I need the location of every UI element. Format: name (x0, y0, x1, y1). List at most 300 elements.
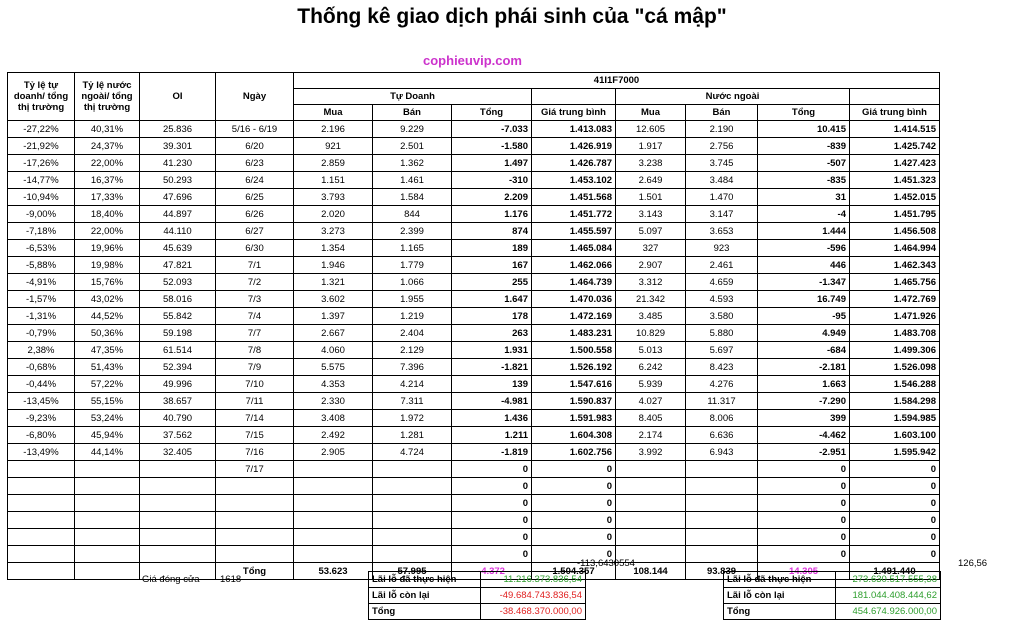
table-cell: 4.949 (758, 325, 850, 342)
table-cell: 4.060 (294, 342, 373, 359)
summary-row (369, 572, 586, 588)
table-cell: 4.724 (373, 444, 452, 461)
table-cell: 1.779 (373, 257, 452, 274)
table-cell: 6/20 (216, 138, 294, 155)
summary-label: Lãi lỗ đã thực hiện (369, 572, 481, 588)
table-cell: 5.697 (686, 342, 758, 359)
table-cell: 1.464.739 (532, 274, 616, 291)
table-cell: 16.749 (758, 291, 850, 308)
table-cell: -4.981 (452, 393, 532, 410)
table-cell: 6/23 (216, 155, 294, 172)
table-cell: 1.590.837 (532, 393, 616, 410)
table-cell: 44.897 (140, 206, 216, 223)
table-cell: -2.181 (758, 359, 850, 376)
table-cell: 2.190 (686, 121, 758, 138)
summary-row (724, 588, 941, 604)
table-cell: 7/10 (216, 376, 294, 393)
table-cell: 1.354 (294, 240, 373, 257)
table-cell: 7/15 (216, 427, 294, 444)
table-cell: 2.905 (294, 444, 373, 461)
table-cell: 2.209 (452, 189, 532, 206)
table-cell: -2.951 (758, 444, 850, 461)
table-cell: 3.238 (616, 155, 686, 172)
table-cell: -9,00% (8, 206, 75, 223)
table-cell: 2.404 (373, 325, 452, 342)
table-cell (373, 495, 452, 512)
table-body (8, 121, 940, 580)
table-cell: 0 (532, 461, 616, 478)
table-row (8, 393, 940, 410)
table-cell: 50.293 (140, 172, 216, 189)
table-cell: 7/2 (216, 274, 294, 291)
table-cell: 1.444 (758, 223, 850, 240)
table-cell: 3.485 (616, 308, 686, 325)
table-cell: 15,76% (75, 274, 140, 291)
table-cell: 1.451.568 (532, 189, 616, 206)
table-cell: 2.020 (294, 206, 373, 223)
table-cell: 3.602 (294, 291, 373, 308)
table-cell: 1.066 (373, 274, 452, 291)
summary-label: Lãi lỗ còn lại (369, 588, 481, 604)
table-cell: 6.943 (686, 444, 758, 461)
table-cell: -1.580 (452, 138, 532, 155)
table-cell: 6/27 (216, 223, 294, 240)
site-link[interactable]: cophieuvip.com (423, 53, 522, 68)
table-cell: 327 (616, 240, 686, 257)
table-cell: 17,33% (75, 189, 140, 206)
table-cell (140, 546, 216, 563)
table-cell: 53,24% (75, 410, 140, 427)
table-cell: 1.595.942 (850, 444, 940, 461)
table-cell (216, 546, 294, 563)
table-cell (75, 563, 140, 580)
summary-value: 273.630.517.555,38 (836, 572, 941, 588)
table-cell: 1.425.742 (850, 138, 940, 155)
table-cell (373, 512, 452, 529)
table-cell: 2.667 (294, 325, 373, 342)
table-cell: -95 (758, 308, 850, 325)
table-cell: 8.405 (616, 410, 686, 427)
table-cell: 55.842 (140, 308, 216, 325)
table-cell: 7/14 (216, 410, 294, 427)
table-cell: 1.547.616 (532, 376, 616, 393)
summary-row (369, 588, 586, 604)
table-cell: 31 (758, 189, 850, 206)
table-cell: 1.526.192 (532, 359, 616, 376)
table-cell: 1.451.323 (850, 172, 940, 189)
table-cell: 3.653 (686, 223, 758, 240)
table-cell: -0,68% (8, 359, 75, 376)
closing-price-label: Giá đóng cửa (142, 574, 200, 585)
table-cell: 1.427.423 (850, 155, 940, 172)
table-cell: 8.006 (686, 410, 758, 427)
table-cell: 1.472.169 (532, 308, 616, 325)
table-cell: 1.526.098 (850, 359, 940, 376)
table-cell (294, 478, 373, 495)
table-cell: 6/30 (216, 240, 294, 257)
table-cell: Tổng (216, 563, 294, 580)
table-cell (8, 478, 75, 495)
table-cell (75, 495, 140, 512)
table-cell: 3.992 (616, 444, 686, 461)
table-cell: 1.151 (294, 172, 373, 189)
table-cell: 8.423 (686, 359, 758, 376)
table-cell (216, 512, 294, 529)
table-cell: 1.465.084 (532, 240, 616, 257)
table-cell: 6/24 (216, 172, 294, 189)
table-cell: 32.405 (140, 444, 216, 461)
table-cell: 1.426.787 (532, 155, 616, 172)
table-cell (8, 529, 75, 546)
table-cell: -4.372 (452, 563, 532, 580)
table-row (8, 461, 940, 478)
table-cell: 5.097 (616, 223, 686, 240)
summary-row (724, 604, 941, 620)
table-cell: 3.484 (686, 172, 758, 189)
table-cell: 7.311 (373, 393, 452, 410)
table-cell: 40,31% (75, 121, 140, 138)
table-cell: 0 (758, 478, 850, 495)
table-cell: 1.604.308 (532, 427, 616, 444)
table-cell: 22,00% (75, 223, 140, 240)
table-cell: 5.575 (294, 359, 373, 376)
summary-value: 181.044.408.444,62 (836, 588, 941, 604)
summary-label: Tổng (369, 604, 481, 620)
table-cell: 1.647 (452, 291, 532, 308)
table-cell: 167 (452, 257, 532, 274)
table-row (8, 291, 940, 308)
table-cell: 47,35% (75, 342, 140, 359)
table-cell: -507 (758, 155, 850, 172)
table-cell: 10.829 (616, 325, 686, 342)
table-cell (373, 478, 452, 495)
summary-row (724, 572, 941, 588)
table-cell: 1.211 (452, 427, 532, 444)
tu-doanh-pnl-summary (368, 571, 586, 620)
table-row (8, 325, 940, 342)
table-row (8, 138, 940, 155)
table-cell: 1.471.926 (850, 308, 940, 325)
table-cell: 2.649 (616, 172, 686, 189)
table-cell: 37.562 (140, 427, 216, 444)
header-oi: OI (140, 73, 216, 121)
table-cell: 14.305 (758, 563, 850, 580)
table-cell: 3.580 (686, 308, 758, 325)
table-cell: 5/16 - 6/19 (216, 121, 294, 138)
table-cell: 1.321 (294, 274, 373, 291)
table-cell: 51,43% (75, 359, 140, 376)
table-cell: 1.451.772 (532, 206, 616, 223)
table-cell: -13,49% (8, 444, 75, 461)
table-cell: 1.483.708 (850, 325, 940, 342)
table-cell: 0 (758, 495, 850, 512)
table-cell (616, 495, 686, 512)
table-cell: 1.504.357 (532, 563, 616, 580)
table-cell: 6.242 (616, 359, 686, 376)
table-cell: 7/7 (216, 325, 294, 342)
page-title: Thống kê giao dịch phái sinh của "cá mập" (297, 5, 727, 28)
table-cell (294, 495, 373, 512)
table-cell (140, 529, 216, 546)
closing-price-value: 1618 (220, 574, 242, 585)
table-cell: -1.821 (452, 359, 532, 376)
table-cell: 4.353 (294, 376, 373, 393)
table-cell (8, 512, 75, 529)
table-cell: 1.470 (686, 189, 758, 206)
table-row (8, 495, 940, 512)
table-row (8, 189, 940, 206)
table-cell: -4 (758, 206, 850, 223)
table-cell: 3.143 (616, 206, 686, 223)
table-cell: 0 (850, 529, 940, 546)
table-cell: -835 (758, 172, 850, 189)
table-cell (686, 495, 758, 512)
table-row (8, 342, 940, 359)
table-row (8, 427, 940, 444)
table-cell: 108.144 (616, 563, 686, 580)
derivatives-table (7, 72, 940, 580)
header-ratio-tu-doanh: Tỷ lệ tự doanh/ tổng thị trường (8, 73, 75, 121)
table-cell: 1.165 (373, 240, 452, 257)
table-cell: 1.462.343 (850, 257, 940, 274)
table-cell: 1.456.508 (850, 223, 940, 240)
table-row (8, 121, 940, 138)
table-cell (686, 529, 758, 546)
table-cell: 1.465.756 (850, 274, 940, 291)
nuoc-ngoai-pnl-summary (723, 571, 941, 620)
table-cell: 47.696 (140, 189, 216, 206)
table-cell: 2.501 (373, 138, 452, 155)
table-row (8, 223, 940, 240)
table-cell (140, 478, 216, 495)
table-cell: 1.972 (373, 410, 452, 427)
table-cell: 50,36% (75, 325, 140, 342)
table-cell: -21,92% (8, 138, 75, 155)
table-cell: 923 (686, 240, 758, 257)
table-cell (616, 512, 686, 529)
table-row (8, 529, 940, 546)
table-cell (686, 512, 758, 529)
table-cell: 446 (758, 257, 850, 274)
table-cell (294, 529, 373, 546)
header-td-mua: Mua (294, 105, 373, 121)
table-cell: 59.198 (140, 325, 216, 342)
summary-value: 454.674.926.000,00 (836, 604, 941, 620)
table-cell: 2,38% (8, 342, 75, 359)
table-cell: 7/11 (216, 393, 294, 410)
table-cell: -7.033 (452, 121, 532, 138)
table-cell (75, 512, 140, 529)
summary-value: -49.684.743.836,54 (481, 588, 586, 604)
header-contract: 41I1F7000 (294, 73, 940, 89)
table-cell: -6,80% (8, 427, 75, 444)
table-cell: 1.362 (373, 155, 452, 172)
table-cell: 1.602.756 (532, 444, 616, 461)
table-cell: 16,37% (75, 172, 140, 189)
table-cell: -9,23% (8, 410, 75, 427)
table-row (8, 512, 940, 529)
table-cell: 0 (452, 461, 532, 478)
table-cell: -13,45% (8, 393, 75, 410)
table-row (8, 478, 940, 495)
table-cell: 1.453.102 (532, 172, 616, 189)
table-cell: 44,52% (75, 308, 140, 325)
table-cell: 1.452.015 (850, 189, 940, 206)
table-cell: 0 (532, 495, 616, 512)
table-cell: 1.462.066 (532, 257, 616, 274)
table-cell: 1.594.985 (850, 410, 940, 427)
table-cell: 0 (532, 478, 616, 495)
table-cell: 7.396 (373, 359, 452, 376)
table-cell: -310 (452, 172, 532, 189)
table-cell: 921 (294, 138, 373, 155)
header-nn-mua: Mua (616, 105, 686, 121)
table-cell: 1.931 (452, 342, 532, 359)
table-cell (616, 529, 686, 546)
table-cell: 2.399 (373, 223, 452, 240)
table-cell (8, 546, 75, 563)
table-cell: 0 (850, 478, 940, 495)
table-cell: -1.347 (758, 274, 850, 291)
table-cell: -7.290 (758, 393, 850, 410)
header-nn-gia-tb: Giá trung bình (850, 105, 940, 121)
table-row (8, 546, 940, 563)
table-cell (8, 563, 75, 580)
table-cell: 61.514 (140, 342, 216, 359)
table-cell: -27,22% (8, 121, 75, 138)
table-cell: 3.745 (686, 155, 758, 172)
table-cell: -684 (758, 342, 850, 359)
summary-value: 11.216.373.836,54 (481, 572, 586, 588)
table-cell (616, 478, 686, 495)
table-cell: 0 (758, 529, 850, 546)
table-cell: 1.663 (758, 376, 850, 393)
table-cell: 1.584 (373, 189, 452, 206)
table-cell: -1.819 (452, 444, 532, 461)
table-cell: 178 (452, 308, 532, 325)
header-date: Ngày (216, 73, 294, 121)
table-cell: 2.129 (373, 342, 452, 359)
table-cell: 1.176 (452, 206, 532, 223)
table-cell: 12.605 (616, 121, 686, 138)
table-cell: -1,57% (8, 291, 75, 308)
table-cell: 0 (758, 512, 850, 529)
table-cell: 3.312 (616, 274, 686, 291)
table-cell: 0 (850, 461, 940, 478)
table-cell: 1.497 (452, 155, 532, 172)
table-cell: 1.501 (616, 189, 686, 206)
table-cell: 1.917 (616, 138, 686, 155)
table-cell (216, 495, 294, 512)
table-cell: 2.330 (294, 393, 373, 410)
table-cell: 0 (452, 495, 532, 512)
table-cell (75, 461, 140, 478)
table-cell: 2.756 (686, 138, 758, 155)
nuoc-ngoai-note: 126,56 (958, 558, 988, 569)
table-cell: 0 (532, 529, 616, 546)
table-cell: -4.462 (758, 427, 850, 444)
table-cell: 0 (532, 546, 616, 563)
table-cell (140, 495, 216, 512)
table-cell: 399 (758, 410, 850, 427)
table-cell: 6/25 (216, 189, 294, 206)
table-cell: 1.499.306 (850, 342, 940, 359)
table-cell: 0 (758, 461, 850, 478)
table-cell: 7/4 (216, 308, 294, 325)
table-cell: 2.196 (294, 121, 373, 138)
table-cell: 4.027 (616, 393, 686, 410)
table-cell: 3.793 (294, 189, 373, 206)
table-cell: -4,91% (8, 274, 75, 291)
table-cell: 25.836 (140, 121, 216, 138)
summary-label: Tổng (724, 604, 836, 620)
table-cell: 1.955 (373, 291, 452, 308)
header-nuoc-ngoai: Nước ngoài (616, 89, 850, 105)
table-cell: 93.839 (686, 563, 758, 580)
table-row (8, 308, 940, 325)
table-cell: 139 (452, 376, 532, 393)
table-cell: 874 (452, 223, 532, 240)
table-row (8, 274, 940, 291)
table-cell (140, 461, 216, 478)
summary-label: Lãi lỗ đã thực hiện (724, 572, 836, 588)
table-cell: 3.408 (294, 410, 373, 427)
table-cell (373, 461, 452, 478)
header-tu-doanh: Tự Doanh (294, 89, 532, 105)
table-cell: -10,94% (8, 189, 75, 206)
table-cell: 0 (850, 546, 940, 563)
table-cell: 7/9 (216, 359, 294, 376)
table-cell: 7/1 (216, 257, 294, 274)
table-cell (294, 461, 373, 478)
header-nn-ban: Bán (686, 105, 758, 121)
table-cell (216, 478, 294, 495)
table-cell: 9.229 (373, 121, 452, 138)
table-cell: 19,96% (75, 240, 140, 257)
table-cell: 4.214 (373, 376, 452, 393)
table-cell: 44,14% (75, 444, 140, 461)
table-row (8, 206, 940, 223)
header-nn-tong: Tổng (758, 105, 850, 121)
table-cell (140, 512, 216, 529)
table-cell: 1.472.769 (850, 291, 940, 308)
table-row (8, 359, 940, 376)
table-cell: 0 (452, 546, 532, 563)
table-cell: 1.946 (294, 257, 373, 274)
summary-value: -38.468.370.000,00 (481, 604, 586, 620)
table-cell: 45.639 (140, 240, 216, 257)
table-cell: -0,44% (8, 376, 75, 393)
table-cell: 47.821 (140, 257, 216, 274)
table-cell: 43,02% (75, 291, 140, 308)
table-cell: 0 (452, 529, 532, 546)
table-cell: -839 (758, 138, 850, 155)
table-cell: 1.464.994 (850, 240, 940, 257)
summary-row (369, 604, 586, 620)
header-td-tong: Tổng (452, 105, 532, 121)
table-cell: 6.636 (686, 427, 758, 444)
table-cell: 2.859 (294, 155, 373, 172)
table-cell: 2.492 (294, 427, 373, 444)
table-cell: 52.394 (140, 359, 216, 376)
table-cell: 52.093 (140, 274, 216, 291)
table-cell: 1.281 (373, 427, 452, 444)
table-cell: 1.491.440 (850, 563, 940, 580)
table-cell: 38.657 (140, 393, 216, 410)
table-cell: 0 (452, 512, 532, 529)
table-cell (8, 461, 75, 478)
table-cell: 57,22% (75, 376, 140, 393)
